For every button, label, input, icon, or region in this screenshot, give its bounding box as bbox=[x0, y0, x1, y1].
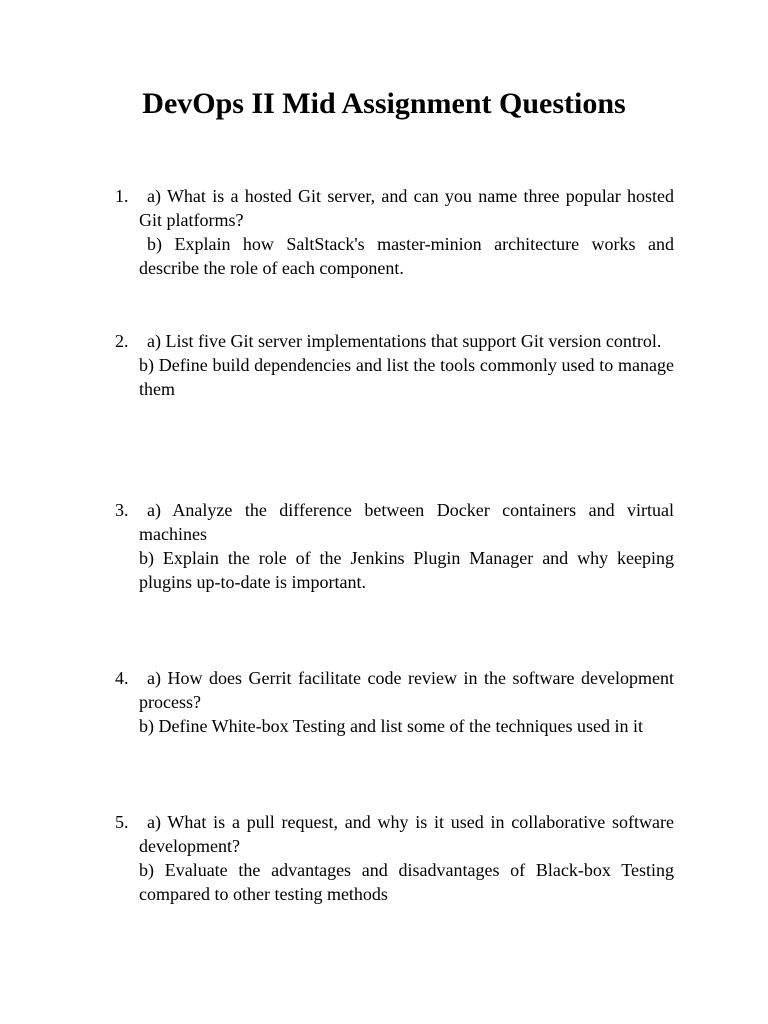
question-item bbox=[115, 184, 674, 280]
question-part-b: b) Define build dependencies and list the tools commonly used to manage them bbox=[139, 355, 674, 399]
question-number: 1. bbox=[115, 186, 129, 206]
question-part-a: a) What is a pull request, and why is it used in collaborative software development? bbox=[139, 812, 674, 856]
question-item bbox=[115, 498, 674, 594]
question-item bbox=[115, 666, 674, 738]
question-part-b: b) Define White-box Testing and list some of the techniques used in it bbox=[139, 716, 643, 736]
question-part-b: b) Explain the role of the Jenkins Plugin Manager and why keeping plugins up-to-date is important. bbox=[139, 548, 674, 592]
page-title: DevOps II Mid Assignment Questions bbox=[142, 87, 626, 120]
question-part-b: b) Evaluate the advantages and disadvantages of Black-box Testing compared to other testing methods bbox=[139, 860, 674, 904]
question-number: 3. bbox=[115, 500, 129, 520]
question-part-a: a) Analyze the difference between Docker containers and virtual machines bbox=[139, 500, 674, 544]
question-item bbox=[115, 329, 674, 401]
question-part-a: a) List five Git server implementations that support Git version control. bbox=[147, 331, 662, 351]
question-part-a: a) How does Gerrit facilitate code review in the software development process? bbox=[139, 668, 674, 712]
question-part-a: a) What is a hosted Git server, and can you name three popular hosted Git platforms? bbox=[139, 186, 674, 230]
question-item bbox=[115, 810, 674, 906]
question-number: 5. bbox=[115, 812, 129, 832]
question-number: 2. bbox=[115, 331, 129, 351]
question-part-b: b) Explain how SaltStack's master-minion architecture works and describe the role of each component. bbox=[139, 234, 674, 278]
question-number: 4. bbox=[115, 668, 129, 688]
